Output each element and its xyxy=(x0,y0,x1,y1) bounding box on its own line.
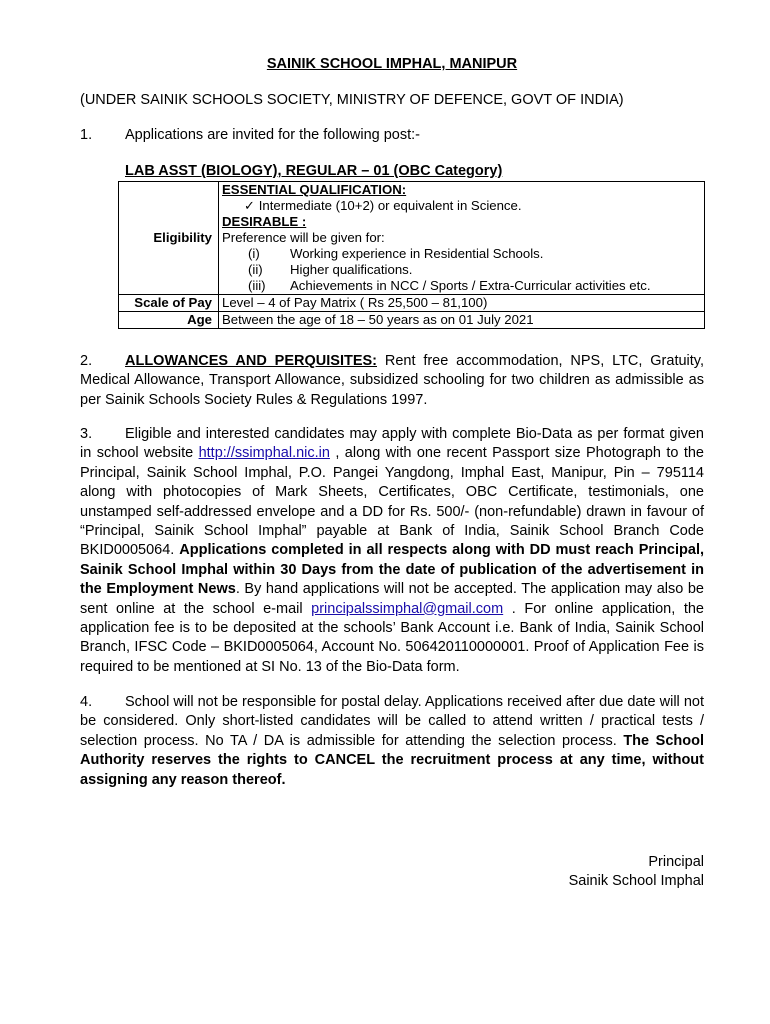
section-4-number: 4. xyxy=(80,694,93,710)
desirable-item-text: Achievements in NCC / Sports / Extra-Curricular activities etc. xyxy=(290,278,651,293)
section-2-number: 2. xyxy=(80,353,93,369)
section-3-bold-text: Applications completed in all respects along with DD must reach Principal, Sainik School Imphal within 30 Days from the date of publication of the advertisement in the Employment News xyxy=(80,542,704,598)
desirable-item xyxy=(222,246,701,262)
eligibility-table xyxy=(118,181,705,329)
desirable-item-number: (ii) xyxy=(248,262,263,277)
desirable-heading: DESIRABLE : xyxy=(222,214,307,229)
desirable-intro: Preference will be given for: xyxy=(222,230,385,245)
eligibility-label: Eligibility xyxy=(119,182,219,295)
section-3 xyxy=(80,425,704,677)
section-4 xyxy=(80,693,704,790)
section-1-text: Applications are invited for the following post:- xyxy=(125,127,420,143)
section-3-number: 3. xyxy=(80,426,93,442)
section-1 xyxy=(80,127,420,143)
document-title: SAINIK SCHOOL IMPHAL, MANIPUR xyxy=(266,56,518,72)
desirable-item xyxy=(222,262,701,278)
desirable-item xyxy=(222,278,701,294)
eligibility-details xyxy=(219,182,705,295)
post-title: LAB ASST (BIOLOGY), REGULAR – 01 (OBC Category) xyxy=(125,163,503,179)
age-value: Between the age of 18 – 50 years as on 01 July 2021 xyxy=(219,312,705,329)
desirable-item-text: Higher qualifications. xyxy=(290,262,413,277)
section-3-text-c: . By hand applications will not be accepted. The application may also be sent online at the school e-mail xyxy=(80,581,705,617)
school-email-link[interactable]: principalssimphal@gmail.com xyxy=(311,600,504,617)
desirable-item-number: (iii) xyxy=(248,278,266,293)
signature-organization: Sainik School Imphal xyxy=(568,873,704,889)
pay-row xyxy=(119,295,705,312)
school-website-link[interactable]: http://ssimphal.nic.in xyxy=(198,445,330,462)
section-4-text: School will not be responsible for postal delay. Applications received after due date will not be considered. Only short-listed candidates will be called to attend written / practical tests / selection process. No TA / DA is admissible for attending the selection process. xyxy=(80,694,704,749)
desirable-item-number: (i) xyxy=(248,246,260,261)
section-1-number: 1. xyxy=(80,127,93,143)
pay-label: Scale of Pay xyxy=(119,295,219,312)
desirable-item-text: Working experience in Residential Schools. xyxy=(290,246,544,261)
section-2-text: Rent free accommodation, NPS, LTC, Gratuity, Medical Allowance, Transport Allowance, subsidized schooling for two children as admissible as per Sainik Schools Society Rules & Regulations 1997. xyxy=(80,353,704,408)
age-row xyxy=(119,312,705,329)
section-3-text-a: Eligible and interested candidates may apply with complete Bio-Data as per format given in school website xyxy=(80,426,704,462)
signature-title: Principal xyxy=(648,854,704,870)
essential-item: ✓ Intermediate (10+2) or equivalent in Science. xyxy=(244,198,522,213)
age-label: Age xyxy=(119,312,219,329)
pay-value: Level – 4 of Pay Matrix ( Rs 25,500 – 81,100) xyxy=(219,295,705,312)
section-4-bold-text: The School Authority reserves the rights to CANCEL the recruitment process at any time, without assigning any reason thereof. xyxy=(80,732,704,788)
signature-block xyxy=(569,853,704,891)
eligibility-row xyxy=(119,182,705,295)
essential-heading: ESSENTIAL QUALIFICATION: xyxy=(222,182,407,197)
section-3-text-b: , along with one recent Passport size Photograph to the Principal, Sainik School Imphal, P.O. Pangei Yangdong, Imphal East, Manipur, Pin – 795114 along with photocopies of Mark Sheets, Certificates, OBC Certificate, testimonials, one unstamped self-addressed envelope and a DD for Rs. 500/- (non-refundable) drawn in favour of “Principal, Sainik School Imphal” payable at Bank of India, Sainik School Branch Code BKID0005064. xyxy=(80,445,704,559)
section-3-text-d: . For online application, the application fee is to be deposited at the schools’ Bank Account i.e. Bank of India, Sainik School Branch, IFSC Code – BKID0005064, Account No. 506420110000001. Proof of Application Fee is required to be mentioned at SI No. 13 of the Bio-Data form. xyxy=(80,600,704,675)
section-2 xyxy=(80,352,704,410)
section-2-heading: ALLOWANCES AND PERQUISITES: xyxy=(125,353,377,369)
document-subtitle: (UNDER SAINIK SCHOOLS SOCIETY, MINISTRY OF DEFENCE, GOVT OF INDIA) xyxy=(80,92,624,108)
